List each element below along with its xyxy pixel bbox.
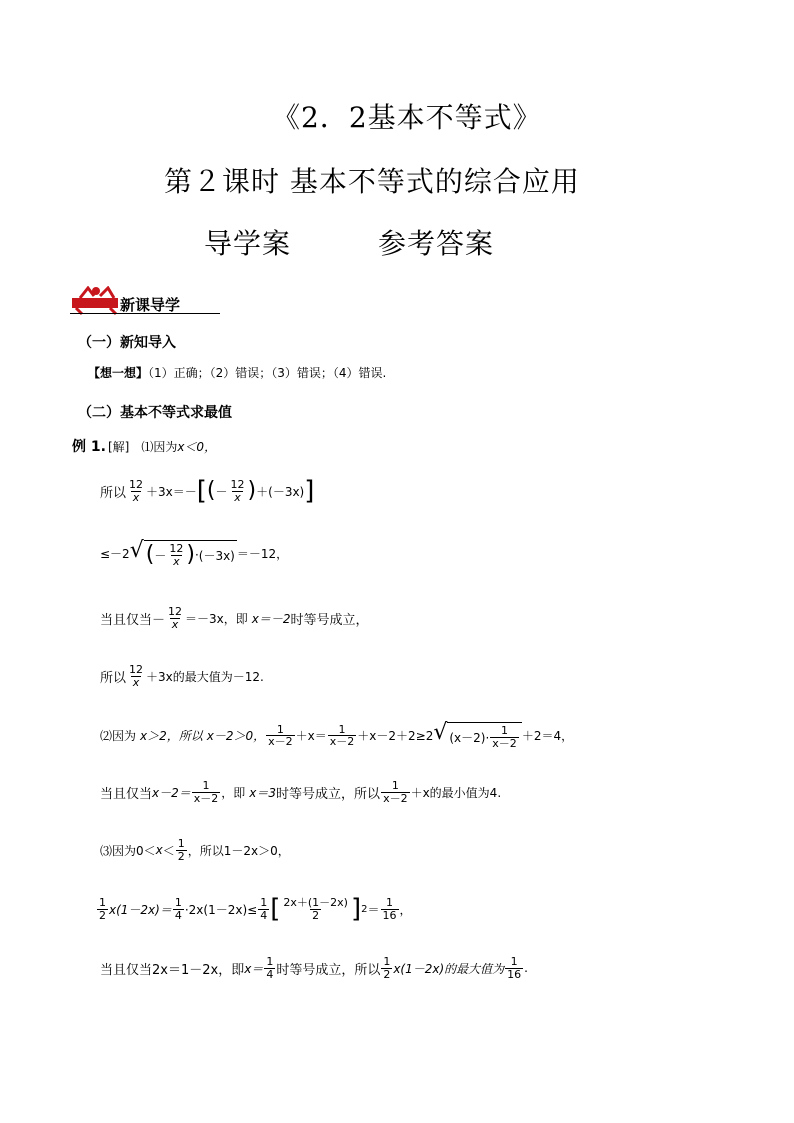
expr-text: x＝ <box>244 961 264 976</box>
text: 当且仅当 <box>100 786 153 802</box>
doc-subtitle: 第２课时 基本不等式的综合应用 <box>164 165 580 198</box>
think-line <box>88 364 386 381</box>
expr-text: ≤－2 <box>100 547 130 562</box>
p1-cond: x＜0， <box>177 439 217 454</box>
p1-step2: ≤－2 √ ( － $\frac{12}{x}$ ) · (－3x) ＝－12， <box>100 538 289 568</box>
text: 当且仅当－ <box>100 612 166 628</box>
expr-text: ＝－12， <box>236 547 289 562</box>
p1-intro: ⑴因为 <box>141 439 178 454</box>
frac-num: 1 <box>202 779 210 792</box>
text: ⑶因为0＜ <box>100 843 156 858</box>
frac-den: 16 <box>382 908 397 922</box>
expr-text: (x－2)· <box>449 730 490 745</box>
frac-den: 4 <box>260 908 268 922</box>
frac-den: 2 <box>177 849 185 863</box>
text: ，所以1－2x＞0， <box>187 843 290 858</box>
expr-text: x－2＝ <box>152 785 191 800</box>
frac-num: 12 <box>168 605 183 618</box>
text: 时等号成立，所以 <box>276 962 381 978</box>
expr-text: ＝－3x，即 <box>185 611 248 626</box>
frac-num: 2x＋(1－2x) <box>283 895 348 909</box>
doc-label-guide: 导学案 <box>204 227 292 260</box>
expr-text: x(1－2x)的最大值为 <box>393 961 505 976</box>
frac-den: x <box>171 617 179 631</box>
period: . <box>524 961 528 976</box>
text: 时等号成立，所以 <box>276 786 381 802</box>
frac-num: 1 <box>177 837 185 850</box>
doc-title: 《2．2基本不等式》 <box>272 101 542 134</box>
minus-sign: － <box>154 548 167 563</box>
p1-step3 <box>100 606 369 630</box>
text: x－2＞0， <box>206 729 266 744</box>
frac-num: 1 <box>99 895 106 909</box>
expr-text: ＋x＝ <box>295 729 327 744</box>
frac-num: 1 <box>276 722 284 736</box>
doc-label-answers: 参考答案 <box>378 227 495 260</box>
frac-den: x <box>132 490 140 504</box>
p2-step2 <box>100 780 501 804</box>
frac-num: 1 <box>266 955 274 968</box>
frac-den: x－2 <box>193 791 219 805</box>
frac-num: 1 <box>383 955 391 968</box>
frac-den: 16 <box>507 967 522 981</box>
comma: ， <box>399 902 412 917</box>
expr-text: ＋x的最小值为4. <box>410 785 502 800</box>
example-label: 例 1. <box>72 439 106 455</box>
frac-den: 4 <box>266 967 274 981</box>
frac-num: 1 <box>501 724 509 737</box>
frac-den: 2 <box>99 908 106 922</box>
expr-text: ＋3x的最大值为－12. <box>146 669 264 684</box>
part1-heading: （一）新知导入 <box>78 335 176 351</box>
var-x: x <box>155 843 163 858</box>
section-header <box>70 286 230 316</box>
minus-sign: － <box>215 484 228 499</box>
frac-num: 1 <box>510 955 518 968</box>
text: 时等号成立， <box>290 612 369 628</box>
frac-num: 12 <box>129 477 144 491</box>
think-text: （1）正确；（2）错误；（3）错误；（4）错误. <box>148 366 387 380</box>
think-label: 【想一想】 <box>88 366 149 380</box>
runner-logo-icon <box>70 286 122 316</box>
text: 当且仅当2x＝1－2x，即 <box>100 962 245 978</box>
exponent: 2 <box>361 903 368 915</box>
expr-text: ·2x(1－2x)≤ <box>184 902 258 917</box>
example1-intro <box>72 436 216 456</box>
eq: ＝ <box>367 902 380 917</box>
frac-den: 2 <box>312 908 320 922</box>
suoyi-2: 所以 <box>100 670 127 686</box>
dot: · <box>194 548 199 563</box>
p1-step4 <box>100 664 264 688</box>
lt: ＜ <box>162 843 175 858</box>
frac-den: x－2 <box>492 736 517 750</box>
frac-num: 12 <box>169 542 184 555</box>
frac-den: x－2 <box>329 735 355 749</box>
text: ⑵因为 <box>100 729 137 744</box>
p3-step1 <box>100 838 290 862</box>
frac-den: x <box>173 554 180 568</box>
frac-den: x－2 <box>268 735 293 749</box>
p1-step1: 所以 $\frac{12}{x}$ ＋3x＝－ [ ( － $\frac{12}{x}$ ) ＋ (－3x) ] <box>100 476 315 506</box>
expr-text: x＝－2 <box>251 611 291 626</box>
section-underline <box>70 313 220 314</box>
plus-sign: ＋ <box>256 484 269 499</box>
frac-num: 1 <box>174 895 182 909</box>
frac-num: 1 <box>338 722 346 736</box>
expr-text: x＝3 <box>249 785 277 800</box>
suoyi-1: 所以 <box>100 485 127 501</box>
frac-den: 2 <box>383 967 391 981</box>
frac-num: 1 <box>386 895 393 909</box>
expr-text: x(1－2x)＝ <box>109 902 172 917</box>
expr-text: (－3x) <box>268 484 305 499</box>
frac-den: x <box>234 490 241 504</box>
frac-num: 12 <box>129 663 144 676</box>
frac-den: x <box>132 675 140 689</box>
p3-step3 <box>100 956 528 980</box>
text: x＞2，所以 <box>140 729 203 744</box>
solve-tag: [解] <box>107 439 130 454</box>
expr-text: (－3x) <box>198 548 235 563</box>
part2-heading: （二）基本不等式求最值 <box>78 405 232 421</box>
frac-num: 1 <box>391 779 399 792</box>
expr-text: ＋2＝4， <box>521 729 574 744</box>
p2-step1: ⑵因为 x＞2，所以 x－2＞0， $\frac{1}{x-2}$ ＋x＝ $\frac{1}{x-2}$ ＋x－2＋2≥2 √ (x－2)· $\frac{1}{x-2}$ ＋2＝4， <box>100 720 574 750</box>
frac-num: 12 <box>230 477 245 491</box>
frac-den: 4 <box>174 908 182 922</box>
section-title: 新课导学 <box>120 296 181 314</box>
expr-text: ＋3x＝－ <box>146 484 197 499</box>
expr-text: ＋x－2＋2≥2 <box>357 729 434 744</box>
text: ，即 <box>221 785 246 800</box>
frac-den: x－2 <box>383 791 408 805</box>
frac-num: 1 <box>260 895 268 909</box>
p3-step2: $\frac{1}{2}$ x(1－2x)＝ $\frac{1}{4}$ ·2x(1－2x)≤ $\frac{1}{4}$ [ $\frac{2x+(1-2x)}{2}$ ] 2 ＝ $\frac{1}{16}$ ， <box>99 894 412 924</box>
